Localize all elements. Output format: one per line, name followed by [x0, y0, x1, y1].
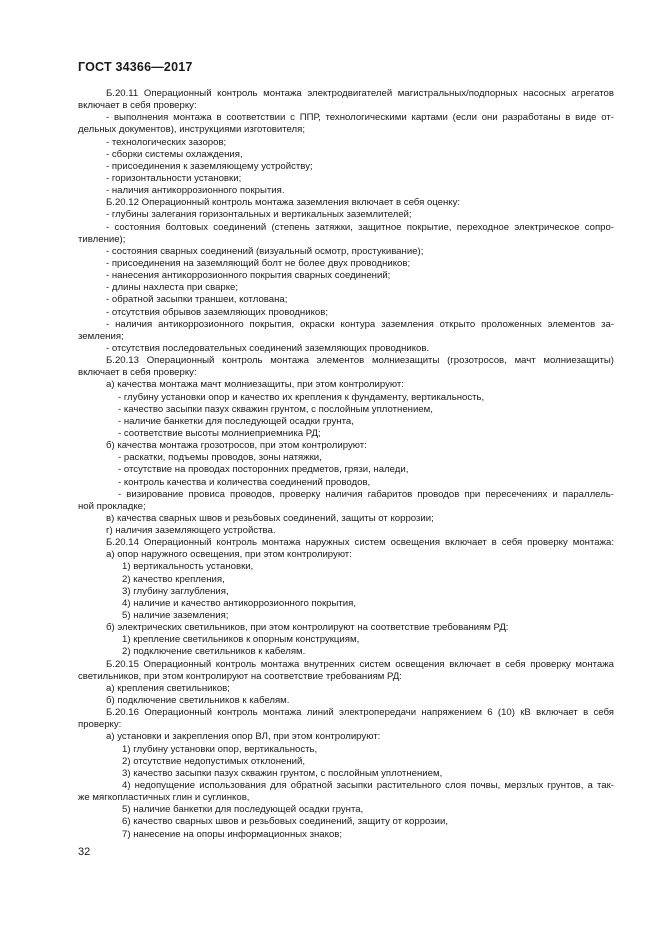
text-line: 1) крепление светильников к опорным конструкциям,: [122, 634, 360, 646]
text-line: 3) качество засыпки пазух скважин грунтом, с послойным уплотнением,: [122, 767, 443, 779]
text-line: 2) отсутствие недопустимых отклонений,: [122, 755, 306, 767]
text-line: - обратной засыпки траншеи, котлована;: [106, 294, 288, 306]
text-line: Б.20.16 Операционный контроль монтажа линий электропередачи напряжением 6 (10) кВ включает в себя: [106, 707, 614, 719]
text-line: - наличия антикоррозионного покрытия.: [106, 185, 285, 197]
text-line: - контроль качества и количества соединений проводов,: [118, 476, 371, 488]
text-line: Б.20.12 Операционный контроль монтажа заземления включает в себя оценку:: [106, 197, 461, 209]
text-line: - присоединения на заземляющий болт не более двух проводников;: [106, 257, 411, 269]
text-line: - глубины залегания горизонтальных и вертикальных заземлителей;: [106, 209, 412, 221]
text-line: - наличия антикоррозионного покрытия, окраски контура заземления открыто проложенных элементов за-: [106, 318, 614, 330]
text-line: - выполнения монтажа в соответствии с ППР, технологическими картами (если они разработаны в виде от-: [106, 112, 614, 124]
text-line: включает в себя проверку:: [78, 100, 197, 112]
text-line: 2) качество крепления,: [122, 573, 225, 585]
text-line: - глубину установки опор и качество их крепления к фундаменту, вертикальность,: [118, 391, 485, 403]
text-line: - горизонтальности установки;: [106, 172, 242, 184]
text-line: в) качества сварных швов и резьбовых соединений, защиты от коррозии;: [106, 512, 434, 524]
text-line: 7) нанесение на опоры информационных знаков;: [122, 828, 343, 840]
text-line: - наличие банкетки для последующей осадки грунта,: [118, 415, 354, 427]
text-line: 3) глубину заглубления,: [122, 585, 229, 597]
text-line: - отсутствия последовательных соединений заземляющих проводников.: [106, 342, 430, 354]
text-line: а) крепления светильников;: [106, 682, 230, 694]
text-line: же мягкопластичных глин и суглинков,: [78, 792, 250, 804]
text-line: - визирование провиса проводов, проверку наличия габаритов проводов при пересечениях и параллель-: [118, 488, 614, 500]
document-body: [78, 88, 614, 841]
text-line: 1) вертикальность установки,: [122, 561, 254, 573]
text-line: - сборки системы охлаждения,: [106, 148, 243, 160]
document-header-title: ГОСТ 34366—2017: [78, 60, 193, 74]
text-line: ной прокладке;: [78, 500, 146, 512]
text-line: - соответствие высоты молниеприемника РД;: [118, 427, 321, 439]
text-line: б) электрических светильников, при этом контролируют на соответствие требованиям РД:: [106, 622, 509, 634]
text-line: - нанесения антикоррозионного покрытия сварных соединений;: [106, 270, 391, 282]
text-line: Б.20.15 Операционный контроль монтажа внутренних систем освещения включает в себя проверку монтажа: [106, 658, 614, 670]
text-line: - длины нахлеста при сварке;: [106, 282, 239, 294]
text-line: светильников, при этом контролируют на соответствие требованиям РД:: [78, 670, 402, 682]
text-line: - отсутствия обрывов заземляющих проводников;: [106, 306, 328, 318]
text-line: - состояния сварных соединений (визуальный осмотр, простукивание);: [106, 245, 424, 257]
text-line: а) установки и закрепления опор ВЛ, при этом контролируют:: [106, 731, 381, 743]
text-line: земления;: [78, 330, 124, 342]
text-line: 4) недопущение использования для обратной засыпки растительного слоя почвы, мерзлых грунтов, а так-: [122, 780, 614, 792]
text-line: - технологических зазоров;: [106, 136, 227, 148]
text-line: - раскатки, подъемы проводов, зоны натяжки,: [118, 452, 322, 464]
text-line: включает в себя проверку:: [78, 367, 197, 379]
text-line: - состояния болтовых соединений (степень затяжки, защитное покрытие, переходное электрическое сопро-: [106, 221, 614, 233]
text-line: - качество засыпки пазух скважин грунтом, с послойным уплотнением,: [118, 403, 433, 415]
text-line: Б.20.11 Операционный контроль монтажа электродвигателей магистральных/подпорных насосных агрегатов: [106, 88, 614, 99]
text-line: дельных документов), инструкциями изготовителя;: [78, 124, 306, 136]
text-line: - отсутствие на проводах посторонних предметов, грязи, наледи,: [118, 464, 409, 476]
text-line: б) подключение светильников к кабелям.: [106, 695, 290, 707]
text-line: б) качества монтажа грозотросов, при этом контролируют:: [106, 440, 367, 452]
text-line: 4) наличие и качество антикоррозионного покрытия,: [122, 597, 357, 609]
text-line: Б.20.13 Операционный контроль монтажа элементов молниезащиты (грозотросов, мачт молниезащиты): [106, 355, 614, 367]
text-line: 2) подключение светильников к кабелям.: [122, 646, 306, 658]
text-line: - присоединения к заземляющему устройству;: [106, 160, 313, 172]
text-line: тивление);: [78, 233, 126, 245]
text-line: 6) качество сварных швов и резьбовых соединений, защиту от коррозии,: [122, 816, 449, 828]
page-number: 32: [78, 846, 91, 858]
text-line: 5) наличие заземления;: [122, 610, 229, 622]
text-line: проверку:: [78, 719, 122, 731]
text-line: Б.20.14 Операционный контроль монтажа наружных систем освещения включает в себя проверку монтажа:: [106, 537, 614, 549]
text-line: 1) глубину установки опор, вертикальность,: [122, 743, 318, 755]
text-line: а) опор наружного освещения, при этом контролируют:: [106, 549, 352, 561]
text-line: а) качества монтажа мачт молниезащиты, при этом контролируют:: [106, 379, 404, 391]
text-line: г) наличия заземляющего устройства.: [106, 525, 276, 537]
text-line: 5) наличие банкетки для последующей осадки грунта,: [122, 804, 364, 816]
